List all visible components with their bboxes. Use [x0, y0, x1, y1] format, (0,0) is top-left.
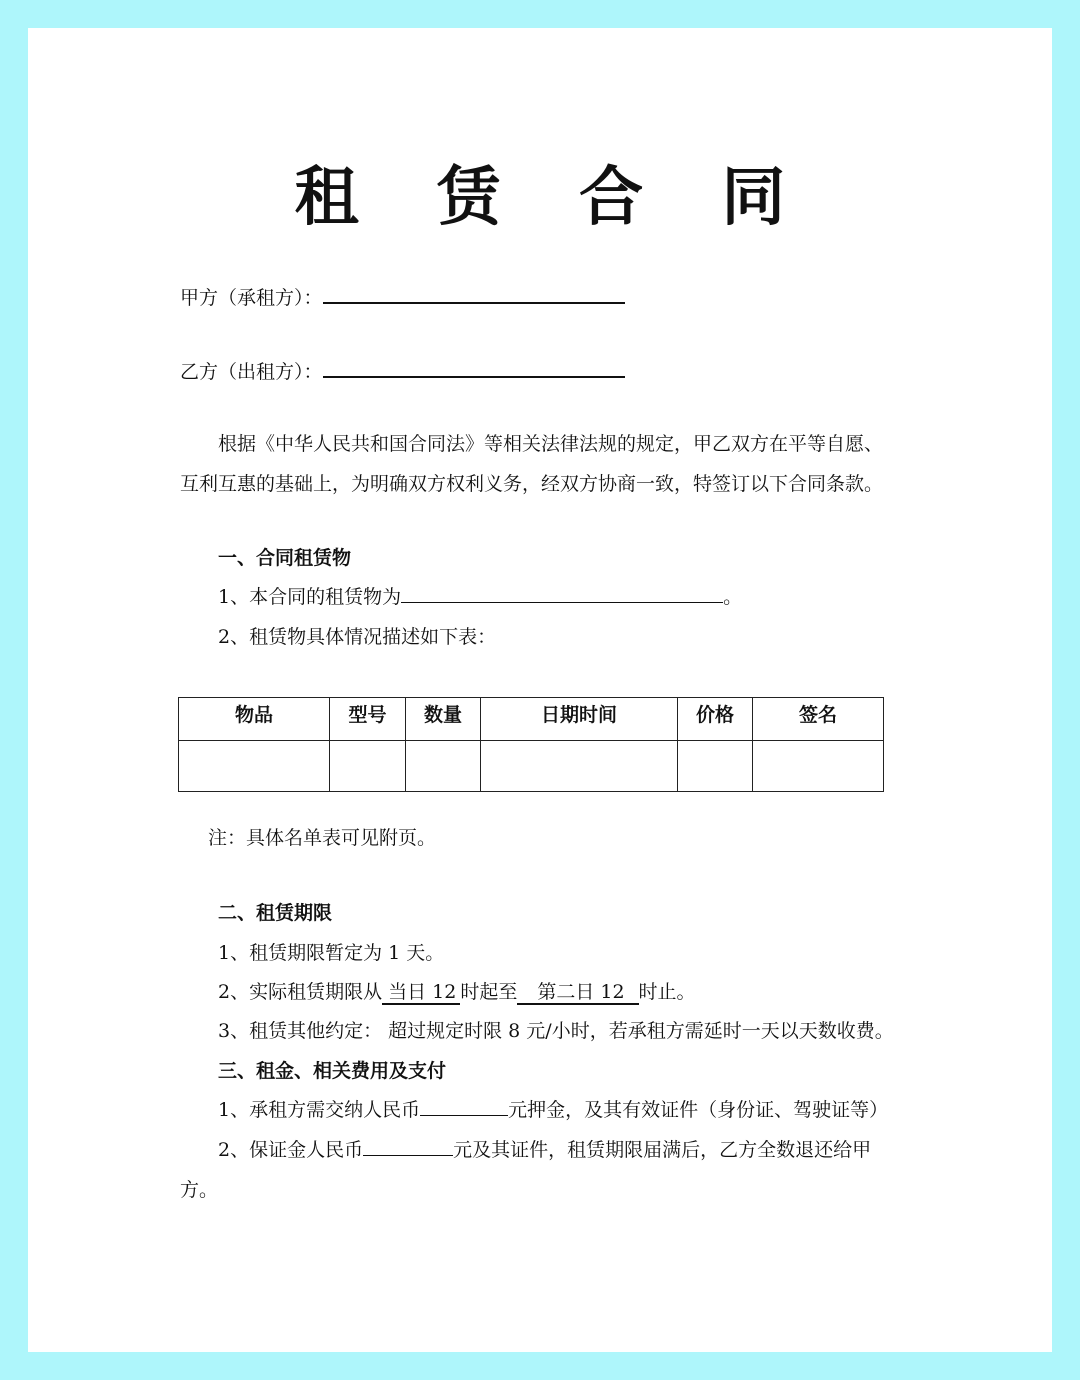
table-row [179, 741, 884, 792]
table-note: 注：具体名单表可见附页。 [208, 827, 437, 849]
party-b-blank[interactable] [323, 356, 625, 378]
lease-object-blank[interactable] [401, 584, 723, 603]
section-1-item-1 [218, 584, 742, 610]
table-header-price: 价格 [678, 698, 753, 741]
table-header-signature: 签名 [753, 698, 884, 741]
section-3-heading: 三、租金、相关费用及支付 [218, 1060, 447, 1082]
deposit-amount-blank[interactable] [420, 1097, 508, 1116]
party-a-label: 甲方（承租方）： [180, 287, 323, 309]
table-header-datetime: 日期时间 [481, 698, 678, 741]
lease-start-value[interactable]: 当日 12 [382, 981, 460, 1005]
preamble-line-2: 互利互惠的基础上，为明确双方权利义务，经双方协商一致，特签订以下合同条款。 [180, 473, 884, 495]
preamble-line-1: 根据《中华人民共和国合同法》等相关法律法规的规定，甲乙双方在平等自愿、 [218, 433, 884, 455]
table-cell-model[interactable] [330, 741, 406, 792]
contract-title: 租 赁 合 同 [294, 161, 814, 235]
section-1-heading: 一、合同租赁物 [218, 547, 352, 569]
party-b-label: 乙方（出租方）： [180, 361, 323, 383]
section-2-item-2-suffix: 时止。 [638, 981, 696, 1003]
lease-items-table [178, 697, 884, 792]
table-cell-price[interactable] [678, 741, 753, 792]
section-1-item-1-suffix: 。 [723, 586, 743, 608]
section-3-item-2-prefix: 2、保证金人民币 [218, 1139, 364, 1161]
section-3-item-2 [218, 1137, 871, 1163]
section-2-item-2-mid: 时起至 [460, 981, 518, 1003]
lease-end-value[interactable]: 第二日 12 [517, 981, 638, 1005]
section-3-item-1 [218, 1097, 888, 1123]
party-b-line [180, 356, 625, 385]
section-1-item-2: 2、租赁物具体情况描述如下表： [218, 626, 497, 648]
table-cell-datetime[interactable] [481, 741, 678, 792]
section-2-item-2-prefix: 2、实际租赁期限从 [218, 981, 383, 1003]
table-header-item: 物品 [179, 698, 330, 741]
party-a-blank[interactable] [323, 282, 625, 304]
guarantee-amount-blank[interactable] [363, 1137, 453, 1156]
section-2-item-2 [218, 979, 696, 1005]
section-3-item-1-prefix: 1、承租方需交纳人民币 [218, 1099, 421, 1121]
section-3-item-2-cont: 方。 [180, 1179, 219, 1201]
table-header-model: 型号 [330, 698, 406, 741]
party-a-line [180, 282, 625, 311]
table-header-quantity: 数量 [406, 698, 481, 741]
table-cell-item[interactable] [179, 741, 330, 792]
table-cell-signature[interactable] [753, 741, 884, 792]
table-cell-quantity[interactable] [406, 741, 481, 792]
section-2-item-3: 3、租赁其他约定： 超过规定时限 8 元/小时，若承租方需延时一天以天数收费。 [218, 1020, 894, 1042]
section-3-item-2-suffix: 元及其证件，租赁期限届满后，乙方全数退还给甲 [453, 1139, 872, 1161]
table-header-row [179, 698, 884, 741]
section-2-heading: 二、租赁期限 [218, 902, 333, 924]
section-1-item-1-prefix: 1、本合同的租赁物为 [218, 586, 402, 608]
section-3-item-1-suffix: 元押金，及其有效证件（身份证、驾驶证等） [508, 1099, 889, 1121]
section-2-item-1: 1、租赁期限暂定为 1 天。 [218, 942, 445, 964]
